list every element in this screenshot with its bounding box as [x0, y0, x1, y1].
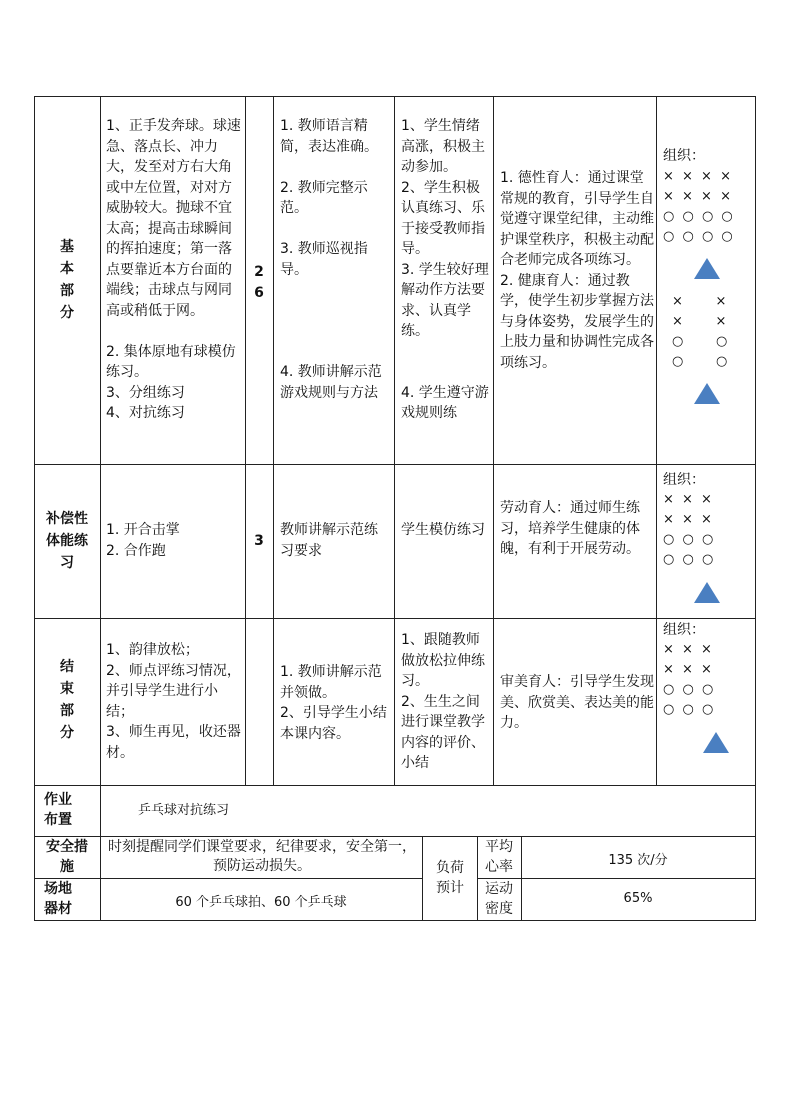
- section-title: 补偿性 体能练 习: [46, 511, 88, 571]
- formation-grid: × × × × × × ○ ○ ○ ○ ○ ○: [663, 642, 716, 717]
- density-label: 运动 密度: [485, 881, 513, 917]
- teacher-triangle-icon: [694, 582, 720, 603]
- teacher-activity: 教师讲解示范练习要求: [280, 522, 378, 559]
- teacher-triangle-icon: [694, 383, 720, 404]
- organization-label: 组织：: [663, 148, 705, 164]
- organization-label: 组织：: [663, 622, 705, 638]
- safety-value: 时刻提醒同学们课堂要求，纪律要求，安全第一，预防运动损失。: [108, 839, 416, 874]
- organization-label: 组织：: [663, 472, 705, 488]
- section-title: 基 本 部 分: [60, 239, 74, 321]
- student-activity: 1、学生情绪高涨，积极主动参加。 2、学生积极认真练习、乐于接受教师指导。 3. 学生较好理解动作方法要求、认真学练。 4. 学生遵守游戏规则练: [401, 118, 489, 421]
- heart-rate-value: 135 次/分: [608, 853, 668, 868]
- education-text: 审美育人：引导学生发现美、欣赏美、表达美的能力。: [500, 674, 654, 731]
- load-label: 负荷 预计: [436, 860, 464, 896]
- teacher-triangle-icon: [694, 258, 720, 279]
- section-time: 3: [254, 533, 264, 549]
- section-time: 2 6: [254, 264, 264, 301]
- section-content: 1、正手发奔球。球速急、落点长、冲力大，发至对方右大角或中左位置，对对方威胁较大。抛球不宜太高；提高击球瞬间的挥拍速度；第一落点要靠近本方台面的端线；击球点与网同高或稍低于网。 2. 集体原地有球模仿练习。 3、分组练习 4、对抗练习: [106, 118, 241, 421]
- teacher-activity: 1. 教师讲解示范并领做。 2、引导学生小结本课内容。: [280, 664, 387, 742]
- education-text: 1. 德性育人：通过课堂常规的教育，引导学生自觉遵守课堂纪律，主动维护课堂秩序，积极主动配合老师完成各项练习。 2. 健康育人：通过教学，使学生初步掌握方法与身体姿势，发展学生的上肢力量和协调性完成各项练习。: [500, 170, 654, 371]
- homework-value: 乒乓球对抗练习: [138, 803, 230, 818]
- homework-label: 作业 布置: [44, 792, 72, 828]
- education-text: 劳动育人：通过师生练习，培养学生健康的体魄，有利于开展劳动。: [500, 500, 640, 557]
- teacher-activity: 1. 教师语言精简，表达准确。 2. 教师完整示范。 3. 教师巡视指导。 4. 教师讲解示范游戏规则与方法: [280, 118, 382, 401]
- heart-rate-label: 平均 心率: [485, 839, 513, 875]
- safety-label: 安全措 施: [46, 839, 88, 875]
- formation-grid: × × × × × × × × ○ ○ ○ ○ ○ ○ ○ ○: [663, 169, 735, 244]
- teacher-triangle-icon: [703, 732, 729, 753]
- equipment-value: 60 个乒乓球拍、60 个乒乓球: [175, 895, 347, 910]
- section-content: 1、韵律放松； 2、师点评练习情况，并引导学生进行小结； 3、师生再见，收还器材。: [106, 642, 241, 761]
- student-activity: 1、跟随教师做放松拉伸练习。 2、生生之间进行课堂教学内容的评价、小结: [401, 632, 485, 771]
- section-content: 1. 开合击掌 2. 合作跑: [106, 522, 180, 559]
- section-title: 结 束 部 分: [60, 659, 74, 741]
- formation-grid: × × × × × × ○ ○ ○ ○ ○ ○: [663, 492, 716, 567]
- density-value: 65%: [623, 891, 653, 906]
- equipment-label: 场地 器材: [44, 881, 72, 917]
- student-activity: 学生模仿练习: [401, 522, 485, 538]
- formation-grid: × × × × ○ ○ ○ ○: [672, 294, 730, 369]
